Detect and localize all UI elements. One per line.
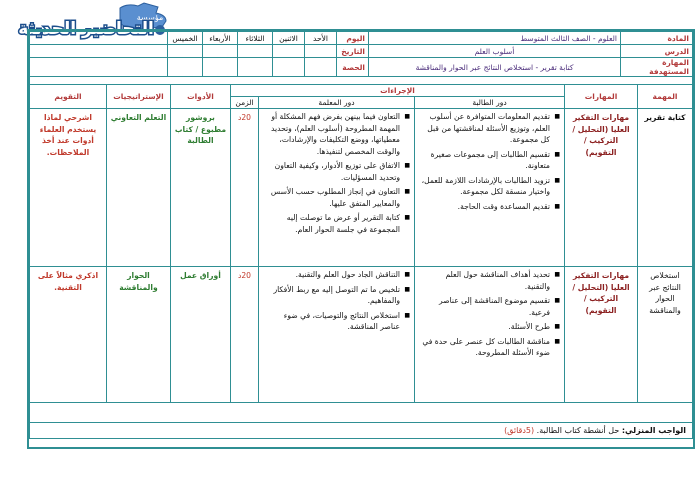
col-student-role: دور الطالبة bbox=[415, 97, 565, 109]
list-item: ■ استخلاص النتائج والتوصيات، في ضوء عناصر المناقشة. bbox=[262, 310, 400, 333]
list-item: ■ تلخيص ما تم التوصل إليه مع ربط الأفكار والمفاهيم. bbox=[262, 284, 400, 307]
list-item: ■ كتابة التقرير أو عرض ما توصلت إليه المجموعة في جلسة الحوار العام. bbox=[262, 212, 400, 235]
col-teacher-role: دور المعلمة bbox=[259, 97, 415, 109]
date-label: التاريخ bbox=[337, 45, 369, 58]
lesson-plan-sheet bbox=[27, 29, 695, 449]
evaluation-cell: اذكري مثالاً على التقنية. bbox=[30, 267, 107, 403]
lesson-header-table bbox=[29, 31, 693, 77]
col-evaluation: التقويم bbox=[30, 85, 107, 109]
day-sunday: الأحد bbox=[305, 32, 337, 45]
col-strategies: الإستراتيجيات bbox=[106, 85, 170, 109]
list-item: ■ تقسيم الطالبات إلى مجموعات صغيرة متعاونة. bbox=[418, 149, 550, 172]
list-item: ■ التعاون في إنجاز المطلوب حسب الأسس والمعايير المتفق عليها. bbox=[262, 186, 400, 209]
list-item: ■ تحديد أهداف المناقشة حول العلم والتقنية. bbox=[418, 269, 550, 292]
col-time: الزمن bbox=[230, 97, 258, 109]
col-skills: المهارات bbox=[565, 85, 638, 109]
skills-cell: مهارات التفكير العليا (التحليل / التركيب / التقويم) bbox=[565, 109, 638, 267]
subject-value: العلوم - الصف الثالث المتوسط bbox=[369, 32, 621, 45]
period-label: الحصة bbox=[337, 58, 369, 77]
list-item: ■ الاتفاق على توزيع الأدوار، وكيفية التعاون وتحديد المسؤليات. bbox=[262, 160, 400, 183]
day-label: اليوم bbox=[337, 32, 369, 45]
day-tuesday: الثلاثاء bbox=[238, 32, 273, 45]
homework-text: حل أنشطة كتاب الطالبة. bbox=[536, 426, 620, 435]
teacher-role-cell bbox=[259, 109, 415, 267]
student-role-cell bbox=[415, 109, 565, 267]
homework-time: (5دقائق) bbox=[504, 426, 535, 435]
homework-row bbox=[30, 423, 693, 439]
list-item: ■ تقديم المساعدة وقت الحاجة. bbox=[418, 201, 550, 213]
list-item: ■ طرح الأسئلة. bbox=[418, 321, 550, 333]
day-thursday: الخميس bbox=[168, 32, 203, 45]
day-wednesday: الأربعاء bbox=[203, 32, 238, 45]
strategy-cell: التعلم التعاوني bbox=[106, 109, 170, 267]
homework-label: الواجب المنزلي: bbox=[621, 426, 686, 435]
table-row bbox=[30, 109, 693, 267]
day-monday: الاثنين bbox=[273, 32, 305, 45]
col-tools: الأدوات bbox=[170, 85, 230, 109]
table-row bbox=[30, 267, 693, 403]
evaluation-cell: اشرحي لماذا يستخدم العلماء أدوات عند أخذ الملاحظات. bbox=[30, 109, 107, 267]
procedures-table bbox=[29, 84, 693, 439]
lesson-value: أسلوب العلم bbox=[369, 45, 621, 58]
skills-cell: مهارات التفكير العليا (التحليل / التركيب / التقويم) bbox=[565, 267, 638, 403]
list-item: ■ تزويد الطالبات بالإرشادات اللازمة للعمل، واختيار منسقة لكل مجموعة. bbox=[418, 175, 550, 198]
tools-cell: أوراق عمل bbox=[170, 267, 230, 403]
task-cell: استخلاص النتائج عبر الحوار والمناقشة bbox=[638, 267, 693, 403]
student-role-cell bbox=[415, 267, 565, 403]
col-task: المهمة bbox=[638, 85, 693, 109]
time-cell: 20د bbox=[230, 267, 258, 403]
lesson-label: الدرس bbox=[621, 45, 693, 58]
time-cell: 20د bbox=[230, 109, 258, 267]
skill-value: كتابة تقرير - استخلاص النتائج عبر الحوار والمناقشة bbox=[369, 58, 621, 77]
tools-cell: بروشور مطبوع / كتاب الطالبة bbox=[170, 109, 230, 267]
subject-label: المادة bbox=[621, 32, 693, 45]
logo-main-text: التحاضير الحديثة bbox=[18, 19, 154, 39]
list-item: ■ مناقشة الطالبات كل عنصر على حدة في ضوء الأسئلة المطروحة. bbox=[418, 336, 550, 359]
task-cell: كتابة تقرير bbox=[638, 109, 693, 267]
list-item: ■ التناقش الجاد حول العلم والتقنية. bbox=[262, 269, 400, 281]
list-item: ■ تقديم المعلومات المتوافرة عن أسلوب العلم، وتوزيع الأسئلة لمناقشتها من قبل كل مجموعة. bbox=[418, 111, 550, 146]
strategy-cell: الحوار والمناقشة bbox=[106, 267, 170, 403]
list-item: ■ التعاون فيما بينهن بفرض فهم المشكلة أو المهمة المطروحة (أسلوب العلم)، وتحديد معطياتها، ووضع التكليفات والإرشادات، والوقت المخصص لتنفيذها. bbox=[262, 111, 400, 157]
teacher-role-cell bbox=[259, 267, 415, 403]
col-procedures: الإجراءات bbox=[230, 85, 564, 97]
list-item: ■ تقسيم موضوع المناقشة إلى عناصر فرعية. bbox=[418, 295, 550, 318]
skill-label: المهارة المستهدفة bbox=[621, 58, 693, 77]
header-blank bbox=[30, 32, 168, 45]
logo-top-text: مؤسسة bbox=[136, 13, 164, 22]
